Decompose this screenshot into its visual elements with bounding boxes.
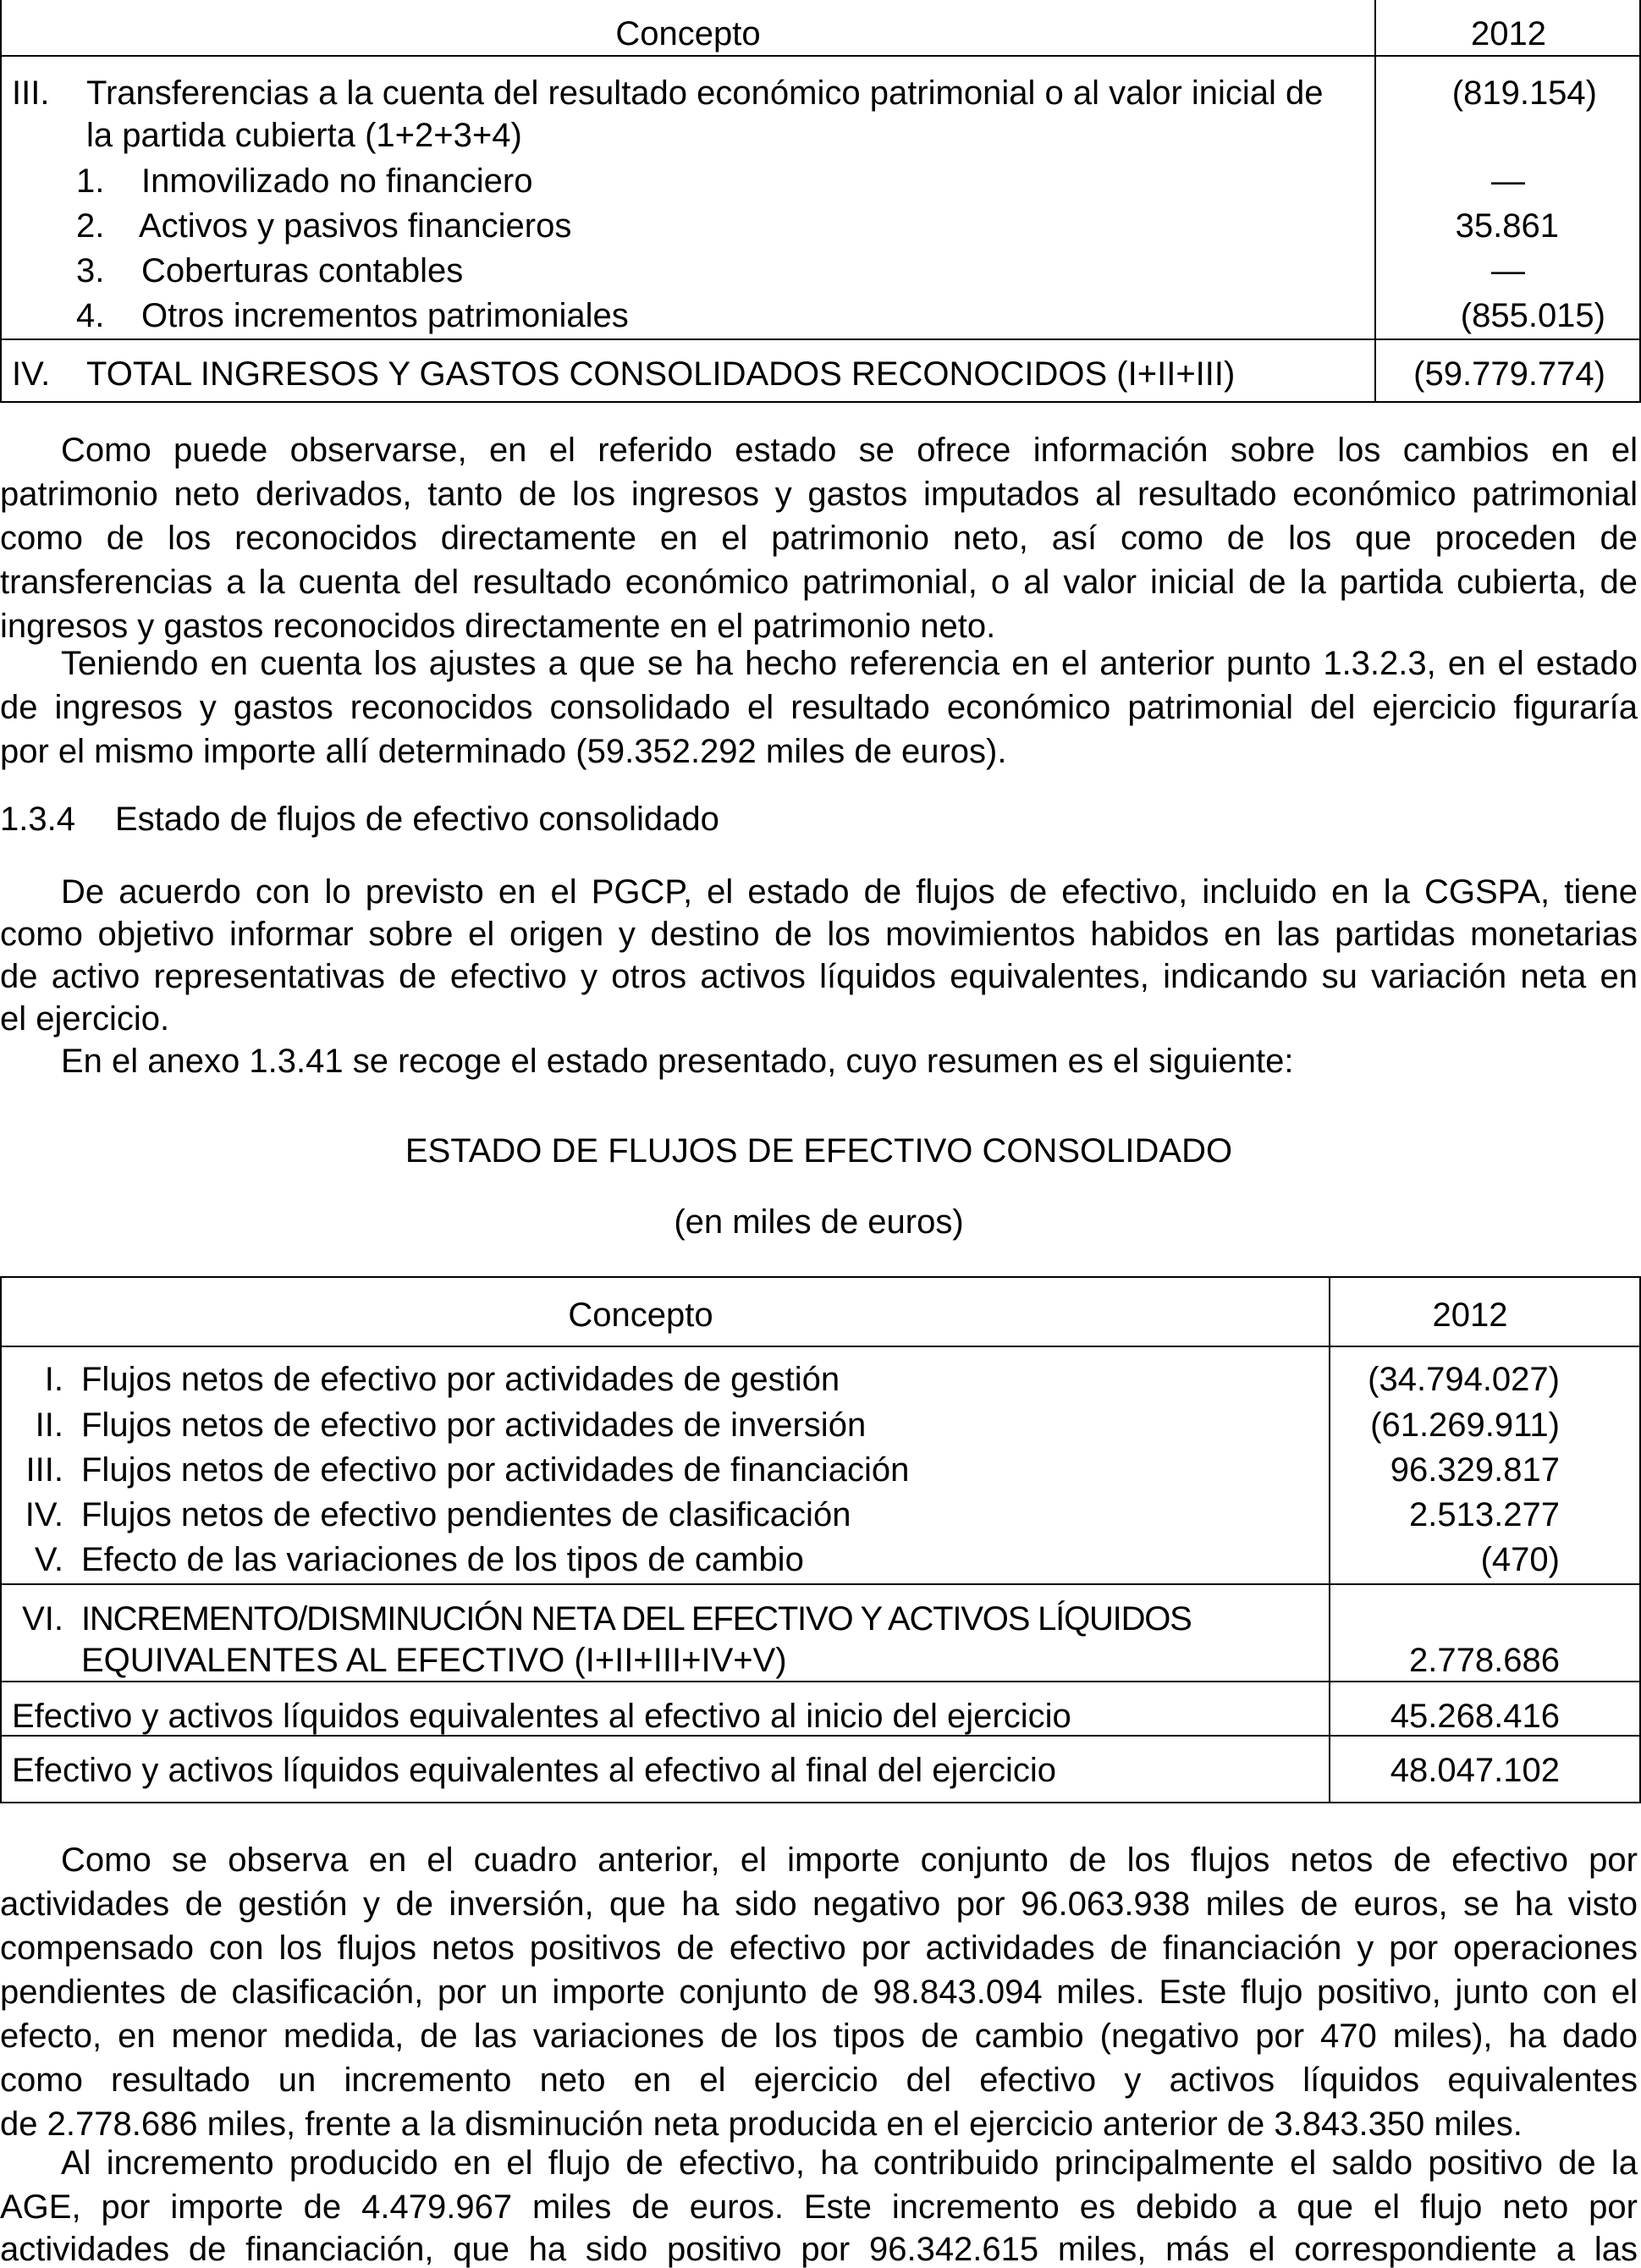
sub-row-number: 1. [76,162,105,200]
table-title: ESTADO DE FLUJOS DE EFECTIVO CONSOLIDADO [405,1132,1233,1170]
sub-row-label: Inmovilizado no financiero [141,162,533,200]
row-number: V. [34,1541,63,1578]
paragraph-line: Al incremento producido en el flujo de efectivo, ha contribuido principalmente el saldo positivo de la [61,2144,1638,2182]
sub-row-number: 3. [76,252,105,289]
opening-balance-value: 45.268.416 [1390,1698,1560,1735]
paragraph-line: De acuerdo con lo previsto en el PGCP, el estado de flujos de efectivo, incluido en la CGSPA, tiene [61,873,1638,911]
row-divider [2,1735,1639,1737]
changes-table [0,0,1641,403]
sub-row-value: 35.861 [1455,207,1559,245]
paragraph-line: como objetivo informar sobre el origen y destino de los movimientos habidos en las partidas monetarias [0,916,1638,953]
paragraph-line: Como puede observarse, en el referido estado se ofrece información sobre los cambios en el [61,432,1638,469]
closing-balance-label: Efectivo y activos líquidos equivalentes al efectivo al final del ejercicio [12,1752,1056,1789]
row-label: Flujos netos de efectivo pendientes de clasificación [81,1496,851,1533]
closing-balance-value: 48.047.102 [1390,1752,1560,1789]
header-divider [2,1346,1639,1347]
sub-row-value: — [1491,162,1525,200]
column-header-concept: Concepto [568,1296,713,1334]
paragraph-line: AGE, por importe de 4.479.967 miles de euros. Este incremento es debido a que el flujo neto por [0,2188,1638,2226]
paragraph-line: transferencias a la cuenta del resultado económico patrimonial, o al valor inicial de la partida cubierta, de [0,564,1638,601]
row-value: (470) [1480,1541,1560,1578]
row-label: Flujos netos de efectivo por actividades de financiación [81,1451,910,1489]
sub-row-label: Otros incrementos patrimoniales [141,297,629,334]
sub-row-number: 4. [76,297,105,334]
row-value: 2.513.277 [1409,1496,1560,1533]
paragraph-anexo: En el anexo 1.3.41 se recoge el estado presentado, cuyo resumen es el siguiente: [61,1043,1294,1080]
column-divider [1374,0,1376,401]
row-label: Transferencias a la cuenta del resultado económico patrimonial o al valor inicial de [86,74,1324,112]
row-label: la partida cubierta (1+2+3+4) [86,117,522,154]
paragraph-line: patrimonio neto derivados, tanto de los ingresos y gastos imputados al resultado económico patrimonial [0,476,1638,513]
paragraph-line: de activo representativas de efectivo y otros activos líquidos equivalentes, indicando su variación neta en [0,958,1638,995]
paragraph-line: actividades de gestión y de inversión, que ha sido negativo por 96.063.938 miles de euros, se ha visto [0,1885,1638,1923]
row-value: (819.154) [1451,74,1597,112]
paragraph-line: Teniendo en cuenta los ajustes a que se ha hecho referencia en el anterior punto 1.3.2.3, en el estado [61,645,1638,682]
paragraph-line: efecto, en menor medida, de las variaciones de los tipos de cambio (negativo por 470 miles), ha dado [0,2018,1638,2055]
row-number: II. [35,1406,63,1444]
row-label: Flujos netos de efectivo por actividades de inversión [81,1406,867,1444]
sub-row-label: Coberturas contables [141,252,464,289]
row-number: III. [12,74,50,112]
row-label: Efecto de las variaciones de los tipos de cambio [81,1541,804,1578]
total-divider [2,339,1639,340]
total-row-label: TOTAL INGRESOS Y GASTOS CONSOLIDADOS RECONOCIDOS (I+II+III) [86,355,1236,393]
sub-row-number: 2. [76,207,105,245]
header-divider [2,55,1639,57]
paragraph-line: por el mismo importe allí determinado (59.352.292 miles de euros). [0,733,1007,770]
paragraph-line: pendientes de clasificación, por un importe conjunto de 98.843.094 miles. Este flujo positivo, junto con el [0,1973,1638,2011]
paragraph-line: como de los reconocidos directamente en el patrimonio neto, así como de los que proceden de [0,520,1638,557]
paragraph-line: como resultado un incremento neto en el ejercicio del efectivo y activos líquidos equivalentes [0,2062,1638,2099]
subtotal-divider [2,1583,1639,1585]
paragraph-line: compensado con los flujos netos positivos de efectivo por actividades de financiación y por operaciones [0,1929,1638,1967]
row-value: 96.329.817 [1390,1451,1560,1489]
column-divider [1329,1278,1330,1802]
column-header-concept: Concepto [615,15,761,52]
paragraph-line: Como se observa en el cuadro anterior, el importe conjunto de los flujos netos de efectivo por [61,1841,1638,1879]
total-row-value: (59.779.774) [1413,355,1605,393]
row-number: III. [25,1451,63,1489]
row-value: (34.794.027) [1368,1361,1560,1398]
table-subtitle: (en miles de euros) [674,1203,964,1241]
subtotal-row-label: EQUIVALENTES AL EFECTIVO (I+II+III+IV+V) [81,1642,787,1679]
subtotal-row-number: VI. [22,1600,63,1638]
opening-balance-label: Efectivo y activos líquidos equivalentes al efectivo al inicio del ejercicio [12,1698,1071,1735]
paragraph-line: ingresos y gastos reconocidos directamente en el patrimonio neto. [0,608,996,645]
row-number: I. [44,1361,63,1398]
section-title: Estado de flujos de efectivo consolidado [115,801,719,838]
section-number: 1.3.4 [0,801,75,838]
row-label: Flujos netos de efectivo por actividades de gestión [81,1361,840,1398]
subtotal-row-label: INCREMENTO/DISMINUCIÓN NETA DEL EFECTIVO Y ACTIVOS LÍQUIDOS [81,1600,1192,1638]
column-header-year: 2012 [1432,1296,1508,1334]
row-number: IV. [25,1496,63,1533]
row-divider [2,1681,1639,1682]
total-row-number: IV. [12,355,51,393]
column-header-year: 2012 [1471,15,1546,52]
row-value: (61.269.911) [1370,1406,1560,1444]
paragraph-line: de ingresos y gastos reconocidos consolidado el resultado económico patrimonial del ejercicio figuraría [0,689,1638,726]
paragraph-line: actividades de financiación, que ha sido positivo por 96.342.615 miles, más el correspondiente a las [0,2231,1638,2268]
paragraph-line: el ejercicio. [0,1000,170,1038]
sub-row-value: (855.015) [1460,297,1605,334]
sub-row-label: Activos y pasivos financieros [139,207,572,245]
subtotal-row-value: 2.778.686 [1409,1642,1560,1679]
sub-row-value: — [1491,252,1525,289]
cash-flow-table [0,1276,1641,1803]
paragraph-line: de 2.778.686 miles, frente a la disminución neta producida en el ejercicio anterior de 3.843.350 miles. [0,2106,1523,2143]
